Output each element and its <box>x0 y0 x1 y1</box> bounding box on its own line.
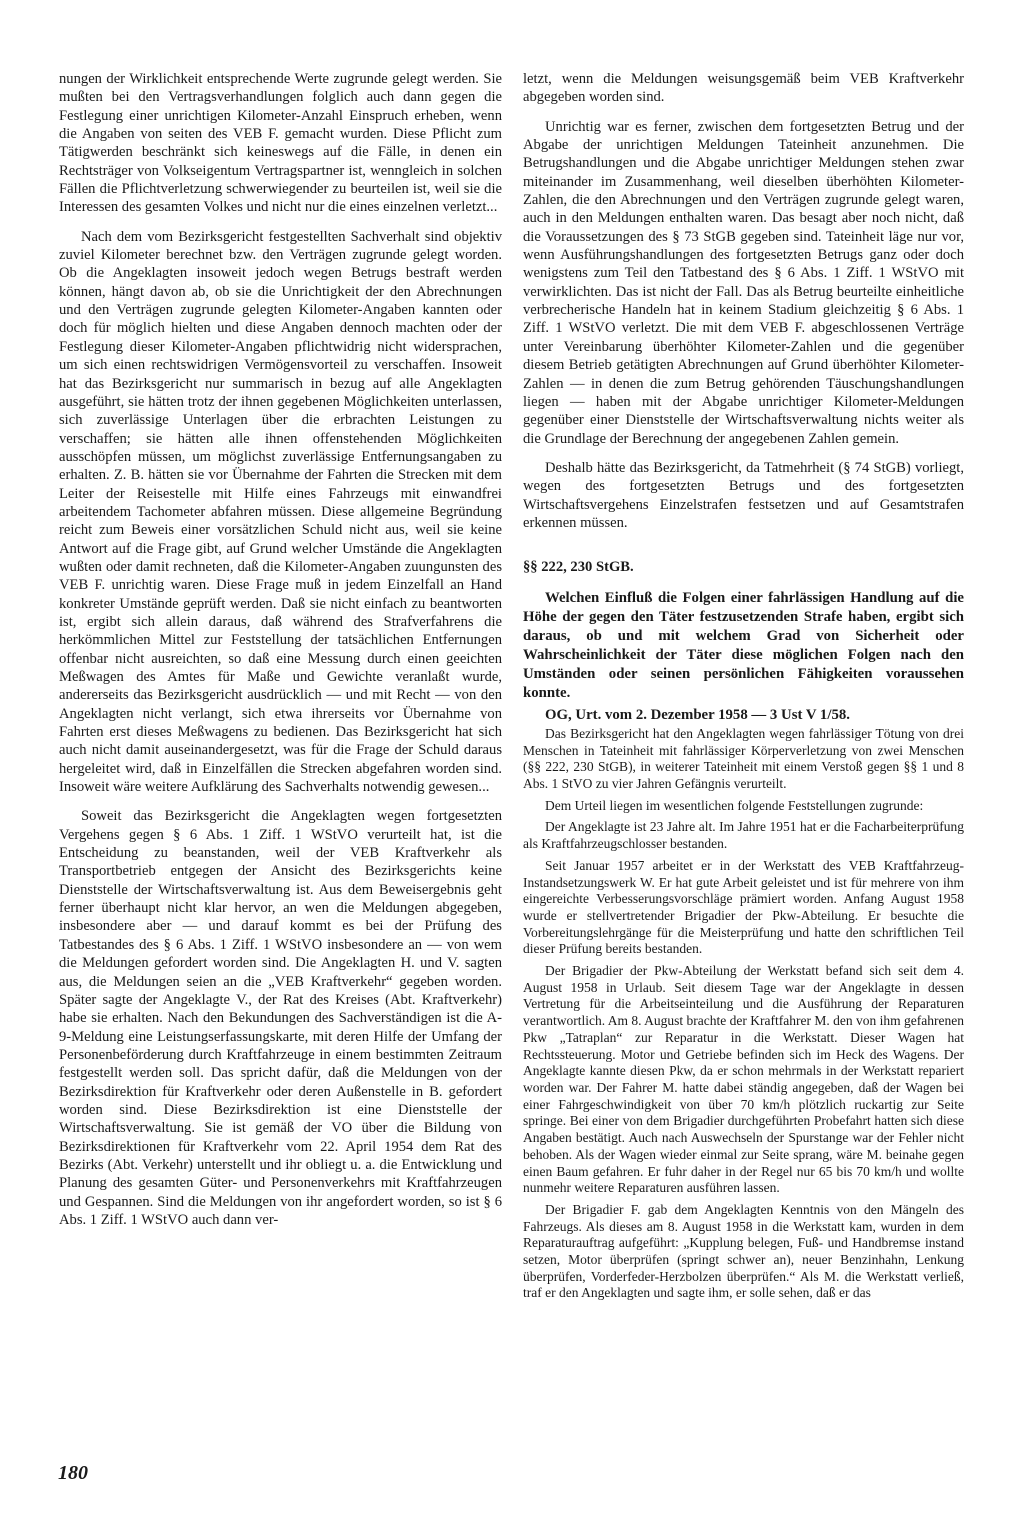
paragraph: Deshalb hätte das Bezirksgericht, da Tatmehrheit (§ 74 StGB) vorliegt, wegen des fortgesetzten Betrugs und des fortgesetzten Wirtschaftsvergehens Einzelstrafen festsetzen und auf Gesamtstrafen erkennen müssen. <box>523 459 964 531</box>
paragraph: Seit Januar 1957 arbeitet er in der Werkstatt des VEB Kraftfahrzeug-Instandsetzungswerk W. Er hat gute Arbeit geleistet und ist für mehrere von ihm eingereichte Verbesserungsvorschläge prämiert worden. Anfang August 1958 wurde er stellvertretender Brigadier der Pkw-Abteilung. Er besuchte die Vorbereitungslehrgänge für die Meisterprüfung und hatte den schriftlichen Teil dieser Prüfung bereits bestanden. <box>523 857 964 957</box>
paragraph: Soweit das Bezirksgericht die Angeklagten wegen fortgesetzten Vergehens gegen § 6 Abs. 1 Ziff. 1 WStVO verurteilt hat, ist die Entscheidung zu beanstanden, weil der VEB Kraftverkehr als Transportbetrieb entgegen der Ansicht des Bezirksgerichts keine Dienststelle der Wirtschaftsverwaltung ist. Aus dem Beweisergebnis geht ferner überhaupt nicht klar hervor, an wen die Meldungen abgegeben, insbesondere aber — und darauf kommt es bei der Prüfung des Tatbestandes des § 6 Abs. 1 Ziff. 1 WStVO insbesondere an — von wem die Meldungen gefordert worden sind. Die Angeklagten H. und V. sagten aus, die Meldungen seien an die „VEB Kraftverkehr“ gegeben worden. Später sagte der Angeklagte V., der Rat des Kreises (Abt. Kraftverkehr) habe sie erhalten. Nach den Bekundungen des Sachverständigen ist die A-9-Meldung eine Leistungserfassungskarte, mit deren Hilfe der Umfang der Personenbeförderung durch Kraftfahrzeuge in einem bestimmten Zeitraum festgestellt werden soll. Das spricht dafür, daß die Meldungen von der Bezirksdirektion für Kraftverkehr oder deren Außenstelle in B. gefordert worden sind. Diese Bezirksdirektion ist eine Dienststelle der Wirtschaftsverwaltung. Sie ist gemäß der VO über die Bildung von Bezirksdirektionen für Kraftverkehr vom 22. April 1954 dem Rat des Bezirks (Abt. Verkehr) unterstellt und ihr obliegt u. a. die Entwicklung und Planung des gesamten Güter- und Personenverkehrs mit Kraftfahrzeugen und Gespannen. Sind die Meldungen von ihr angefordert worden, so ist § 6 Abs. 1 Ziff. 1 WStVO auch dann ver- <box>59 808 502 1228</box>
case-text <box>523 726 964 1302</box>
paragraph: Der Angeklagte ist 23 Jahre alt. Im Jahre 1951 hat er die Facharbeiterprüfung als Kraftfahrzeugschlosser bestanden. <box>523 819 964 852</box>
paragraph: Der Brigadier der Pkw-Abteilung der Werkstatt befand sich seit dem 4. August 1958 in Urlaub. Seit diesem Tage war der Angeklagte in dessen Vertretung für die Arbeitseinteilung und die Ausführung der Reparaturen verantwortlich. Am 8. August brachte der Kraftfahrer M. den von ihm gefahrenen Pkw „Tatraplan“ zur Reparatur in die Werkstatt. Dieser Wagen hat Rechtssteuerung. Motor und Getriebe befinden sich im Heck des Wagens. Der Angeklagte kannte diesen Pkw, da er schon mehrmals in der Werkstatt repariert worden war. Der Fahrer M. hatte dabei ständig angegeben, daß der Wagen bei einer Fahrgeschwindigkeit von über 70 km/h plötzlich ruckartig zur Seite springe. Bei einer von dem Brigadier durchgeführten Probefahrt hatten sich diese Angaben bestätigt. Auch nach Auswechseln der Spurstange war der Fehler nicht behoben. Als der Wagen wieder einmal zur Seite sprang, wäre M. beinahe gegen einen Baum gefahren. Er fuhr daher in der Regel nur 65 bis 70 km/h und wollte nunmehr weitere Reparaturen ausführen lassen. <box>523 963 964 1196</box>
law-reference: §§ 222, 230 StGB. <box>523 559 634 576</box>
paragraph: Der Brigadier F. gab dem Angeklagten Kenntnis von den Mängeln des Fahrzeugs. Als dieses am 8. August 1958 in die Werkstatt kam, wurden in dem Reparaturauftrag aufgeführt: „Kupplung belegen, Fuß- und Handbremse instand setzen, Motor überprüfen (springt schwer an), neuer Benzinhahn, Lenkung überprüfen, Vorderfeder-Herzbolzen überprüfen.“ Als M. die Werkstatt verließ, traf er den Angeklagten und sagte ihm, er solle sehen, daß er das <box>523 1201 964 1301</box>
right-column <box>523 70 964 1302</box>
paragraph: Das Bezirksgericht hat den Angeklagten wegen fahrlässiger Tötung von drei Menschen in Tateinheit mit fahrlässiger Körperverletzung von zwei Menschen (§§ 222, 230 StGB), in weiterer Tateinheit mit einem Verstoß gegen §§ 1 und 8 Abs. 1 StVO zu vier Jahren Gefängnis verurteilt. <box>523 725 964 792</box>
paragraph: nungen der Wirklichkeit entsprechende Werte zugrunde gelegt werden. Sie mußten bei den Vertragsverhandlungen folglich auch dann gegen die Festlegung einer unrichtigen Kilometer-Anzahl Einspruch erheben, wenn die Angaben von seiten des VEB F. gemacht wurden. Diese Pflicht zum Tätigwerden beschränkt sich keineswegs auf die Fälle, in denen ein Rechtsträger von Volkseigentum Vertragspartner ist, wenngleich in solchen Fällen die Pflichtverletzung schwerwiegender zu beurteilen ist, weil sie die Interessen des gesamten Volkes und nicht nur die eines einzelnen verletzt... <box>59 71 502 216</box>
paragraph: Nach dem vom Bezirksgericht festgestellten Sachverhalt sind objektiv zuviel Kilometer berechnet bzw. den Verträgen zugrunde gelegt worden. Ob die Angeklagten insoweit jedoch wegen Betrugs bestraft werden können, hängt davon ab, ob sie die Unrichtigkeit der den Abrechnungen und den Verträgen zugrunde gelegten Kilometer-Angaben kannten oder doch für möglich hielten und diese Angaben dennoch machten oder der Festlegung dieser Kilometer-Angaben pflichtwidrig nicht widersprachen, um sich einen rechtswidrigen Vermögensvorteil zu verschaffen. Insoweit hat das Bezirksgericht nur summarisch in bezug auf alle Angeklagten ausgeführt, sie hätten trotz der ihnen gegebenen Möglichkeiten unterlassen, sich zuverlässige Unterlagen über die erbrachten Leistungen zu verschaffen; sie hätten alle ihnen offenstehenden Möglichkeiten ausschöpfen müssen, um möglichst zuverlässige Entfernungsangaben zu erhalten. Z. B. hätten sie vor Übernahme der Fahrten die Strecken mit dem Leiter der Reisestelle mit Hilfe eines Fahrzeugs mit einwandfrei arbeitendem Tachometer abfahren müssen. Diese allgemeine Begründung reicht zum Beweis einer vorsätzlichen Schuld nicht aus, weil sie keine Antwort auf die Frage gibt, auf Grund welcher Umstände die Angeklagten wußten oder damit rechneten, daß die Kilometer-Angaben zuungunsten des VEB F. unrichtig waren. Diese Frage muß in jedem Einzelfall an Hand konkreter Umstände geprüft werden. Daß sie nicht einfach zu beantworten ist, ergibt sich allein daraus, daß während des Strafverfahrens die herkömmlichen Mittel zur Feststellung der tatsächlichen Entfernungen offenbar nicht ausreichten, so daß eine Messung durch einen geeichten Meßwagen des Amtes für Maße und Gewichte veranlaßt wurde, andererseits das Bezirksgericht ausdrücklich — und mit Recht — von den Angeklagten nicht verlangt, sich etwa ihrerseits vor Übernahme von Fahrten erst dieses Meßwagens zu bedienen. Das Bezirksgericht hat sich auch nicht damit auseinandergesetzt, was für die Frage der Schuld daraus hergeleitet wird, daß in Einzelfällen die Strecken abgefahren worden sind. Insoweit wäre weitere Aufklärung des Sachverhalts notwendig gewesen... <box>59 228 502 796</box>
page-number: 180 <box>58 1462 88 1484</box>
paragraph: letzt, wenn die Meldungen weisungsgemäß beim VEB Kraftverkehr abgegeben worden sind. <box>523 71 964 106</box>
headnote: Welchen Einfluß die Folgen einer fahrlässigen Handlung auf die Höhe der gegen den Täter festzusetzenden Strafe haben, ergibt sich daraus, ob und mit welchem Grad von Sicherheit oder Wahrscheinlichkeit der Täter diese möglichen Folgen nach den Umständen oder seinen persönlichen Fähigkeiten voraussehen konnte. <box>523 589 964 701</box>
paragraph: Unrichtig war es ferner, zwischen dem fortgesetzten Betrug und der Abgabe der unrichtigen Meldungen Tateinheit anzunehmen. Die Betrugshandlungen und die Abgabe unrichtiger Meldungen stehen zwar miteinander im Zusammenhang, weil dieselben überhöhten Kilometer-Zahlen, die den Abrechnungen und den Verträgen zugrunde gelegt waren, auch in den Meldungen enthalten waren. Das besagt aber noch nicht, daß die Voraussetzungen des § 73 StGB gegeben sind. Tateinheit läge nur vor, wenn Ausführungshandlungen des fortgesetzten Betrugs ganz oder doch wenigstens zum Teil den Tatbestand des § 6 Abs. 1 Ziff. 1 WStVO mit verwirklichten. Das ist nicht der Fall. Das als Betrug beurteilte einheitliche verbrecherische Handeln hat in keinem Stadium gleichzeitig § 6 Abs. 1 Ziff. 1 WStVO verletzt. Die mit dem VEB F. abgeschlossenen Verträge unter Vereinbarung überhöhter Kilometer-Zahlen und die gegenüber diesem Betrieb getätigten Abrechnungen auf Grund überhöhter Kilometer-Zahlen — in denen die zum Betrug gehörenden Täuschungshandlungen liegen — haben mit der Abgabe unrichtiger Kilometer-Meldungen gegenüber einer Dienststelle der Wirtschaftsverwaltung nichts weiter als die Grundlage der Berechnung der angegebenen Zahlen gemein. <box>523 118 964 447</box>
case-citation: OG, Urt. vom 2. Dezember 1958 — 3 Ust V 1/58. <box>545 706 850 723</box>
paragraph: Dem Urteil liegen im wesentlichen folgende Feststellungen zugrunde: <box>545 797 924 813</box>
left-column <box>59 70 502 1229</box>
